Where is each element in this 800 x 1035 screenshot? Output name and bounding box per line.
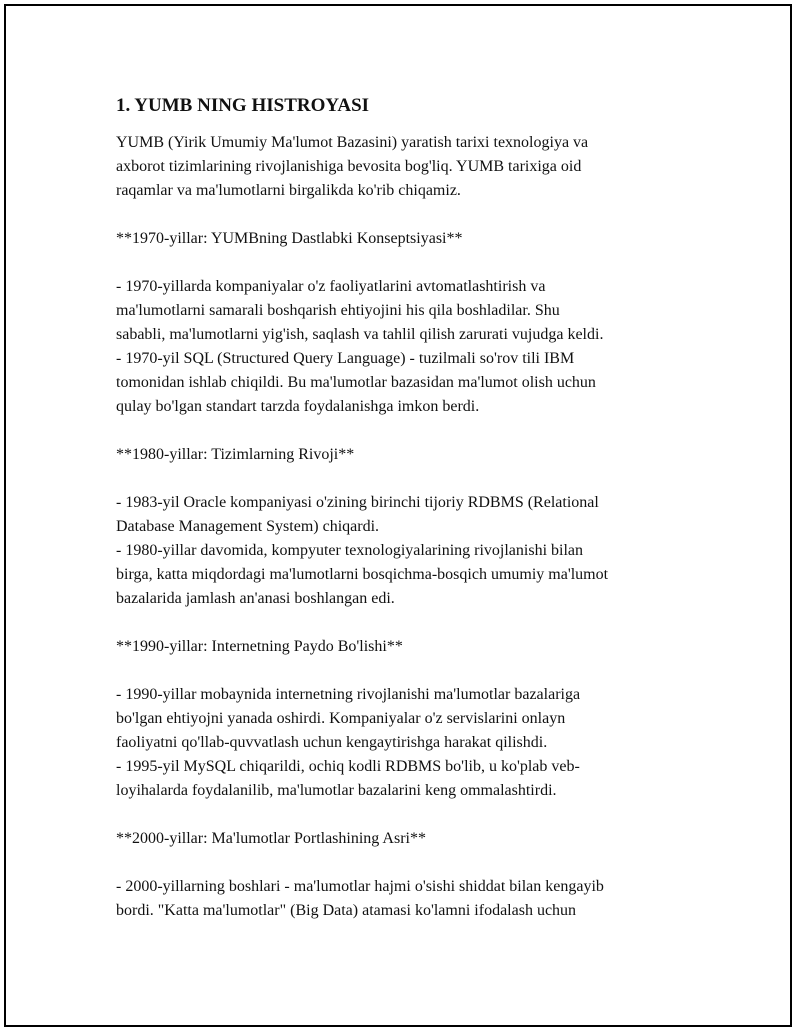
text-line: - 1983-yil Oracle kompaniyasi o'zining birinchi tijoriy RDBMS (Relational: [116, 494, 599, 511]
text-line: bazalarida jamlash an'anasi boshlangan edi.: [116, 590, 395, 607]
text-line: ma'lumotlarni samarali boshqarish ehtiyojini his qila boshladilar. Shu: [116, 302, 560, 319]
text-line: - 1990-yillar mobaynida internetning rivojlanishi ma'lumotlar bazalariga: [116, 686, 581, 703]
text-line: - 1970-yil SQL (Structured Query Language) - tuzilmali so'rov tili IBM: [116, 350, 575, 367]
text-line: faoliyatni qo'llab-quvvatlash uchun kengaytirishga harakat qilishdi.: [116, 734, 548, 751]
text-line: loyihalarda foydalanilib, ma'lumotlar bazalarini keng ommalashtirdi.: [116, 782, 557, 799]
section-body-1980s: [116, 491, 686, 611]
intro-paragraph: [116, 131, 686, 203]
section-title-1980s: **1980-yillar: Tizimlarning Rivoji**: [116, 446, 355, 463]
text-line: bordi. "Katta ma'lumotlar" (Big Data) atamasi ko'lamni ifodalash uchun: [116, 902, 577, 919]
text-line: axborot tizimlarining rivojlanishiga bevosita bog'liq. YUMB tarixiga oid: [116, 158, 582, 175]
text-line: - 2000-yillarning boshlari - ma'lumotlar hajmi o'sishi shiddat bilan kengayib: [116, 878, 604, 895]
text-line: Database Management System) chiqardi.: [116, 518, 380, 535]
text-line: bo'lgan ehtiyojni yanada oshirdi. Kompaniyalar o'z servislarini onlayn: [116, 710, 566, 727]
section-title-1970s: **1970-yillar: YUMBning Dastlabki Konseptsiyasi**: [116, 230, 463, 247]
text-line: tomonidan ishlab chiqildi. Bu ma'lumotlar bazasidan ma'lumot olish uchun: [116, 374, 596, 391]
text-line: qulay bo'lgan standart tarzda foydalanishga imkon berdi.: [116, 398, 480, 415]
page-title: 1. YUMB NING HISTROYASI: [116, 95, 370, 116]
text-line: - 1995-yil MySQL chiqarildi, ochiq kodli RDBMS bo'lib, u ko'plab veb-: [116, 758, 580, 775]
section-title-2000s: **2000-yillar: Ma'lumotlar Portlashining Asri**: [116, 830, 426, 847]
text-line: - 1980-yillar davomida, kompyuter texnologiyalarining rivojlanishi bilan: [116, 542, 584, 559]
section-title-1990s: **1990-yillar: Internetning Paydo Bo'lishi**: [116, 638, 403, 655]
section-body-1990s: [116, 683, 686, 803]
text-line: - 1970-yillarda kompaniyalar o'z faoliyatlarini avtomatlashtirish va: [116, 278, 546, 295]
text-line: raqamlar va ma'lumotlarni birgalikda ko'rib chiqamiz.: [116, 182, 461, 199]
text-line: birga, katta miqdordagi ma'lumotlarni bosqichma-bosqich umumiy ma'lumot: [116, 566, 609, 583]
document-body: [116, 94, 686, 923]
text-line: YUMB (Yirik Umumiy Ma'lumot Bazasini) yaratish tarixi texnologiya va: [116, 134, 589, 151]
section-body-2000s: [116, 875, 686, 923]
text-line: sababli, ma'lumotlarni yig'ish, saqlash va tahlil qilish zarurati vujudga keldi.: [116, 326, 604, 343]
section-body-1970s: [116, 275, 686, 419]
